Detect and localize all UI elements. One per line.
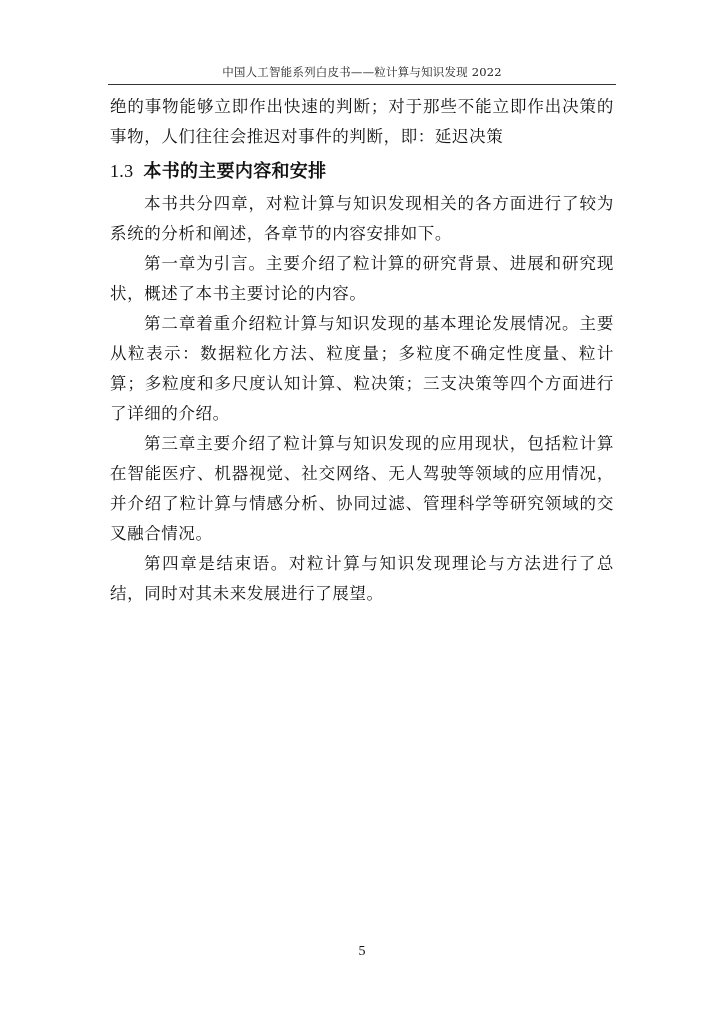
paragraph-chapter-4: 第四章是结束语。对粒计算与知识发现理论与方法进行了总结，同时对其未来发展进行了展望。 — [110, 554, 614, 603]
page-number: 5 — [358, 944, 366, 959]
paragraph-overview: 本书共分四章，对粒计算与知识发现相关的各方面进行了较为系统的分析和阐述，各章节的内容安排如下。 — [110, 194, 614, 243]
paragraph-chapter-2: 第二章着重介绍粒计算与知识发现的基本理论发展情况。主要从粒表示：数据粒化方法、粒度量；多粒度不确定性度量、粒计算；多粒度和多尺度认知计算、粒决策；三支决策等四个方面进行了详细的介绍。 — [110, 314, 614, 423]
section-title: 本书的主要内容和安排 — [143, 161, 327, 182]
paragraph-chapter-1: 第一章为引言。主要介绍了粒计算的研究背景、进展和研究现状，概述了本书主要讨论的内容。 — [110, 254, 614, 303]
running-header: 中国人工智能系列白皮书——粒计算与知识发现 2022 — [222, 65, 502, 79]
section-number: 1.3 — [110, 161, 134, 181]
paragraph-chapter-3: 第三章主要介绍了粒计算与知识发现的应用现状，包括粒计算在智能医疗、机器视觉、社交网络、无人驾驶等领域的应用情况，并介绍了粒计算与情感分析、协同过滤、管理科学等研究领域的交叉融合情况。 — [110, 434, 614, 543]
page-body — [110, 92, 614, 609]
paragraph-continued: 绝的事物能够立即作出快速的判断；对于那些不能立即作出决策的事物，人们往往会推迟对事件的判断，即：延迟决策 — [110, 97, 614, 146]
section-heading — [110, 154, 614, 189]
header-divider — [108, 84, 616, 85]
